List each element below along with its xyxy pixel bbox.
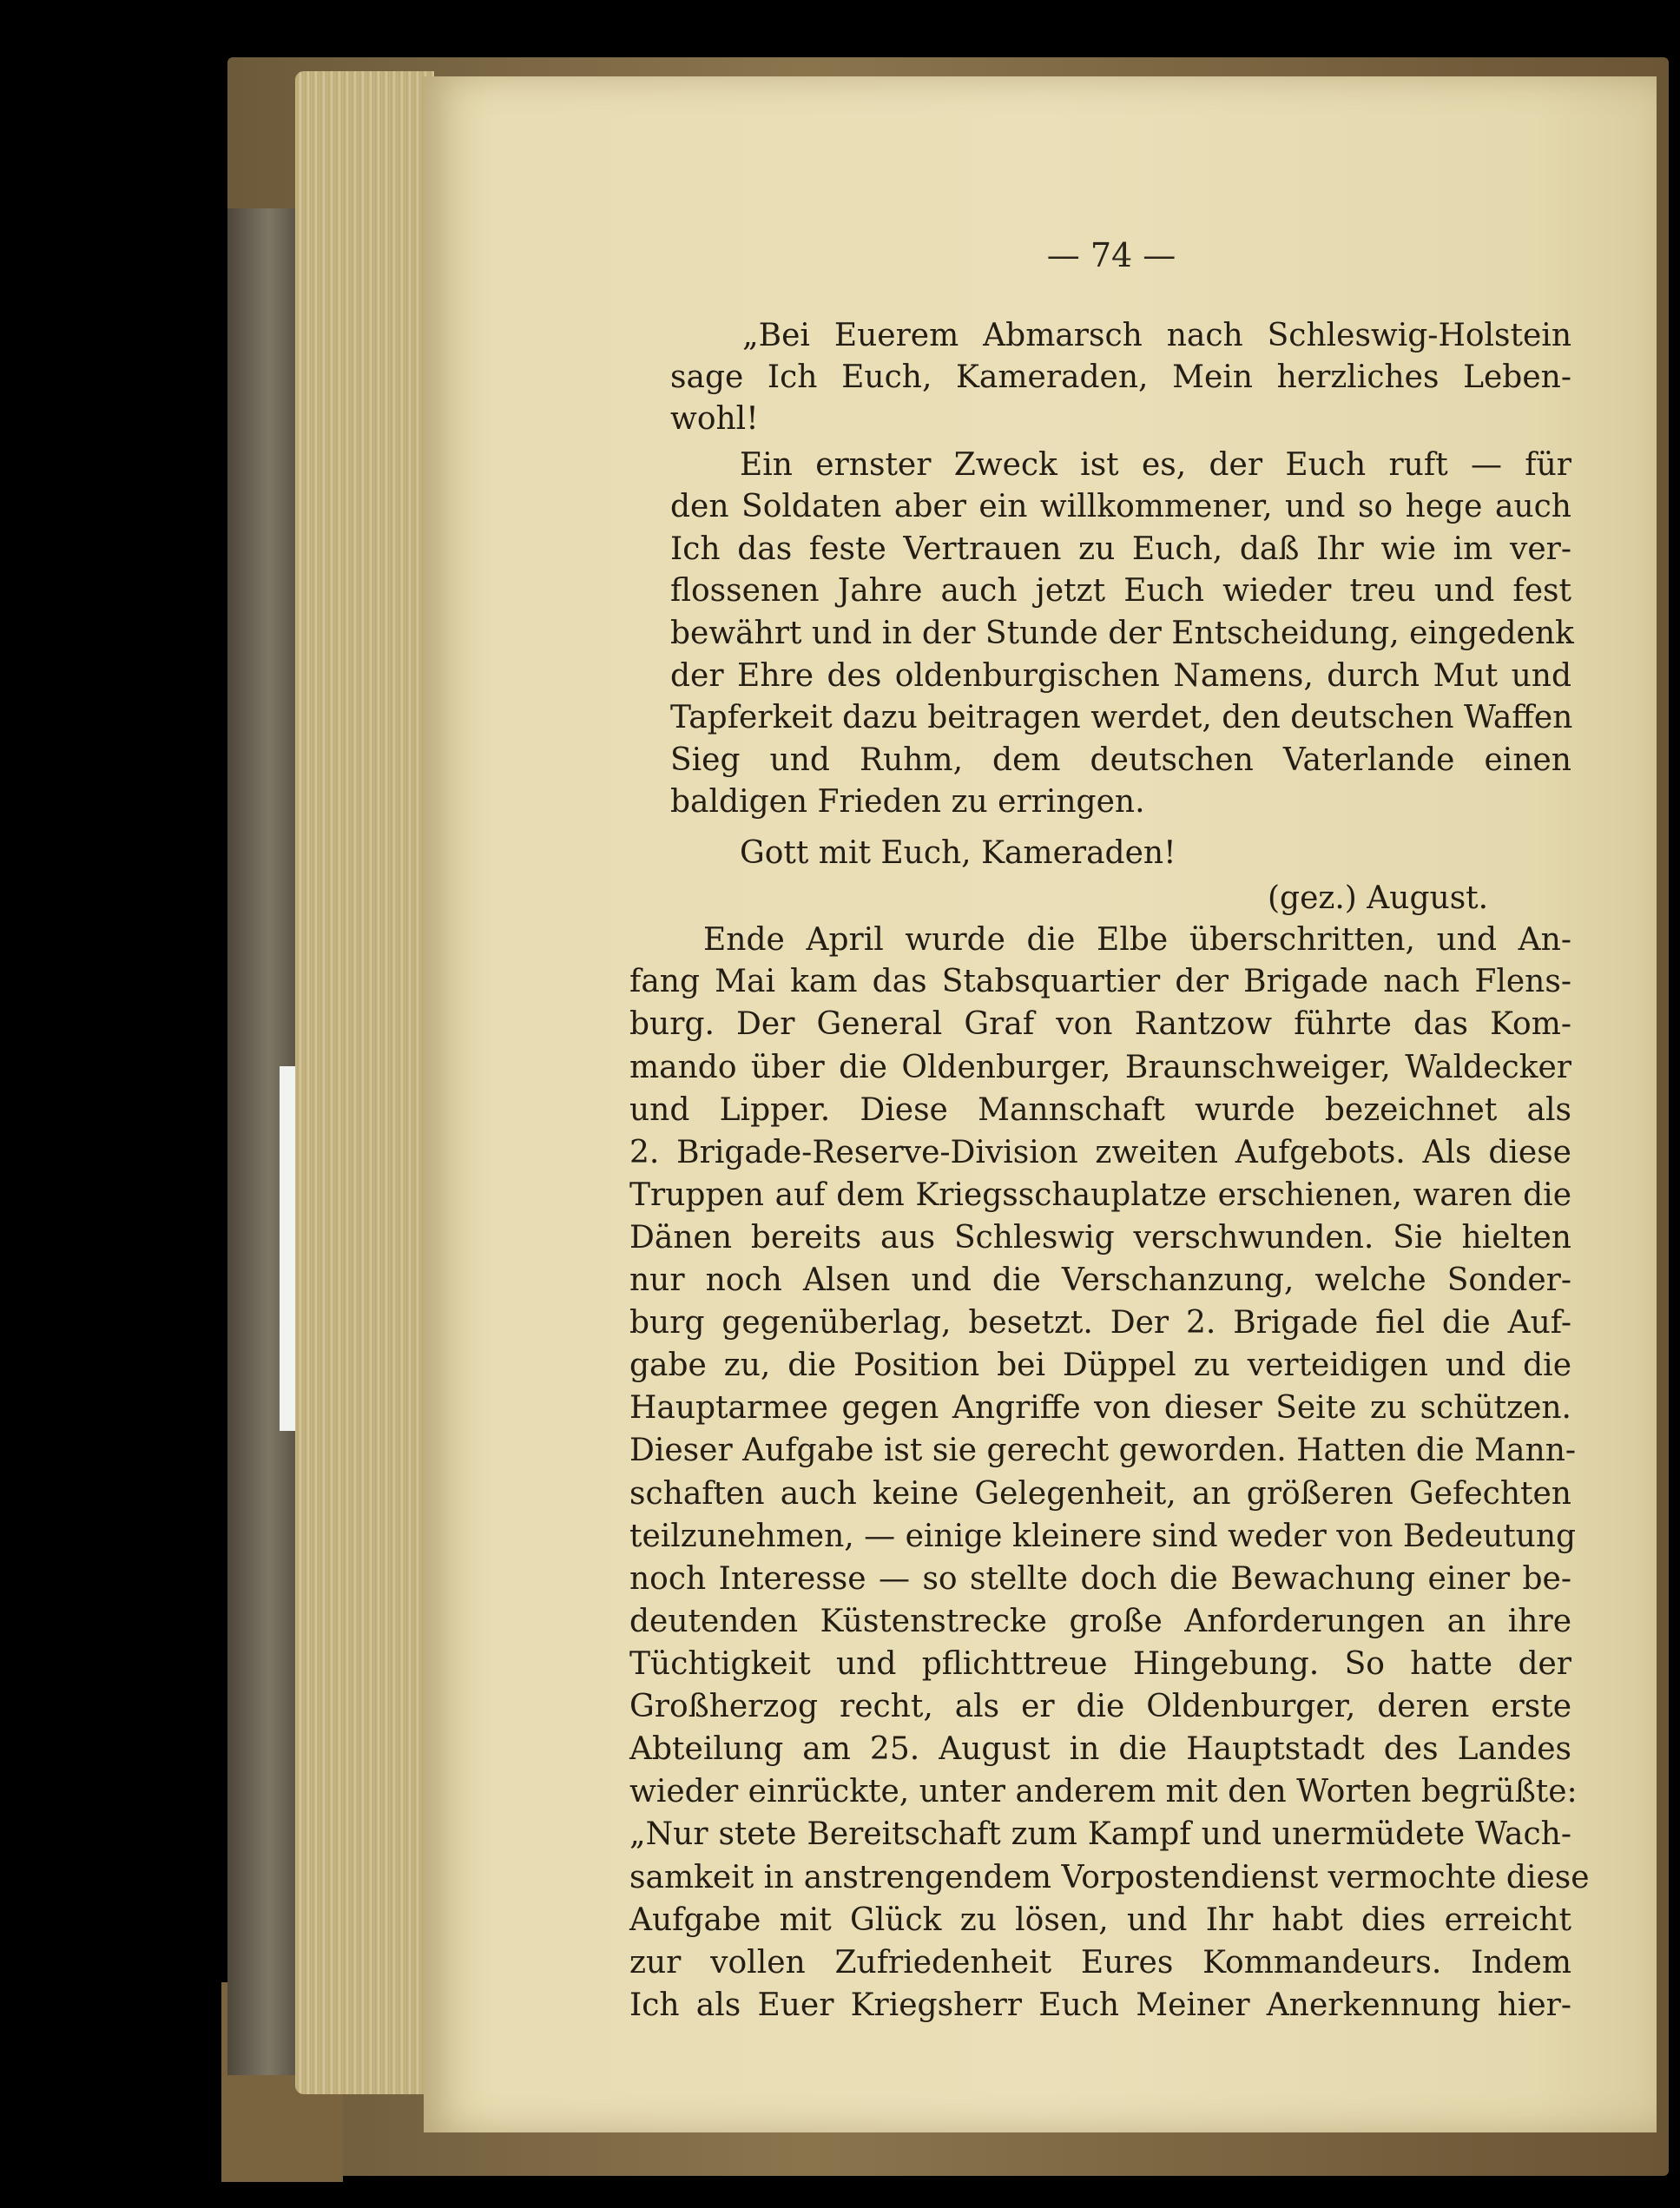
text-line: baldigen Frieden zu erringen.	[670, 784, 1145, 820]
text-line: burg gegenüberlag, besetzt. Der 2. Brigade fiel die Auf-	[629, 1305, 1571, 1341]
text-line: Ende April wurde die Elbe überschritten, und An-	[703, 922, 1571, 958]
text-line: Tapferkeit dazu beitragen werdet, den deutschen Waffen	[670, 700, 1573, 735]
text-line: Truppen auf dem Kriegsschauplatze erschienen, waren die	[629, 1177, 1571, 1213]
text-line: samkeit in anstrengendem Vorpostendienst vermochte diese	[629, 1860, 1590, 1895]
text-line: sage Ich Euch, Kameraden, Mein herzliches Leben-	[670, 359, 1571, 395]
text-line: teilzunehmen, — einige kleinere sind weder von Bedeutung	[629, 1519, 1577, 1554]
text-line: mando über die Oldenburger, Braunschweiger, Waldecker	[629, 1050, 1571, 1085]
text-line: Abteilung am 25. August in die Hauptstadt des Landes	[629, 1731, 1571, 1767]
text-line: Gott mit Euch, Kameraden!	[740, 835, 1176, 871]
text-line: zur vollen Zufriedenheit Eures Kommandeurs. Indem	[629, 1945, 1571, 1981]
page-number: — 74 —	[1046, 236, 1176, 274]
text-line: flossenen Jahre auch jetzt Euch wieder treu und fest	[670, 573, 1571, 609]
text-line: Ich als Euer Kriegsherr Euch Meiner Anerkennung hier-	[629, 1987, 1571, 2023]
text-line: 2. Brigade-Reserve-Division zweiten Aufgebots. Als diese	[629, 1135, 1571, 1170]
text-line: burg. Der General Graf von Rantzow führte das Kom-	[629, 1006, 1571, 1042]
text-line: noch Interesse — so stellte doch die Bewachung einer be-	[629, 1561, 1571, 1597]
text-line: wohl!	[670, 401, 759, 437]
text-line: „Bei Euerem Abmarsch nach Schleswig-Holstein	[742, 318, 1571, 353]
text-line: deutenden Küstenstrecke große Anforderungen an ihre	[629, 1604, 1571, 1639]
text-line: Aufgabe mit Glück zu lösen, und Ihr habt dies erreicht	[629, 1902, 1571, 1938]
text-line: nur noch Alsen und die Verschanzung, welche Sonder-	[629, 1262, 1571, 1298]
text-line: Dieser Aufgabe ist sie gerecht geworden. Hatten die Mann-	[629, 1433, 1577, 1468]
text-line: Dänen bereits aus Schleswig verschwunden. Sie hielten	[629, 1220, 1571, 1256]
page-edges	[295, 71, 434, 2094]
text-line: bewährt und in der Stunde der Entscheidung, eingedenk	[670, 616, 1574, 651]
text-line: und Lipper. Diese Mannschaft wurde bezeichnet als	[629, 1092, 1571, 1128]
text-line: den Soldaten aber ein willkommener, und so hege auch	[670, 489, 1571, 524]
signature-line: (gez.) August.	[1268, 880, 1489, 916]
text-line: wieder einrückte, unter anderem mit den Worten begrüßte:	[629, 1774, 1578, 1809]
text-line: Großherzog recht, als er die Oldenburger, deren erste	[629, 1689, 1571, 1724]
text-line: Ein ernster Zweck ist es, der Euch ruft — für	[740, 447, 1571, 483]
text-line: Sieg und Ruhm, dem deutschen Vaterlande einen	[670, 742, 1571, 778]
text-line: fang Mai kam das Stabsquartier der Brigade nach Flens-	[629, 964, 1571, 999]
text-line: gabe zu, die Position bei Düppel zu verteidigen und die	[629, 1348, 1571, 1383]
text-line: Ich das feste Vertrauen zu Euch, daß Ihr wie im ver-	[670, 531, 1571, 567]
page-marker-strip	[280, 1066, 295, 1431]
text-line: Hauptarmee gegen Angriffe von dieser Seite zu schützen.	[629, 1390, 1571, 1426]
text-line: der Ehre des oldenburgischen Namens, durch Mut und	[670, 658, 1571, 694]
text-line: schaften auch keine Gelegenheit, an größeren Gefechten	[629, 1476, 1571, 1512]
text-line: Tüchtigkeit und pflichttreue Hingebung. So hatte der	[629, 1646, 1571, 1682]
text-line: „Nur stete Bereitschaft zum Kampf und unermüdete Wach-	[629, 1816, 1571, 1852]
